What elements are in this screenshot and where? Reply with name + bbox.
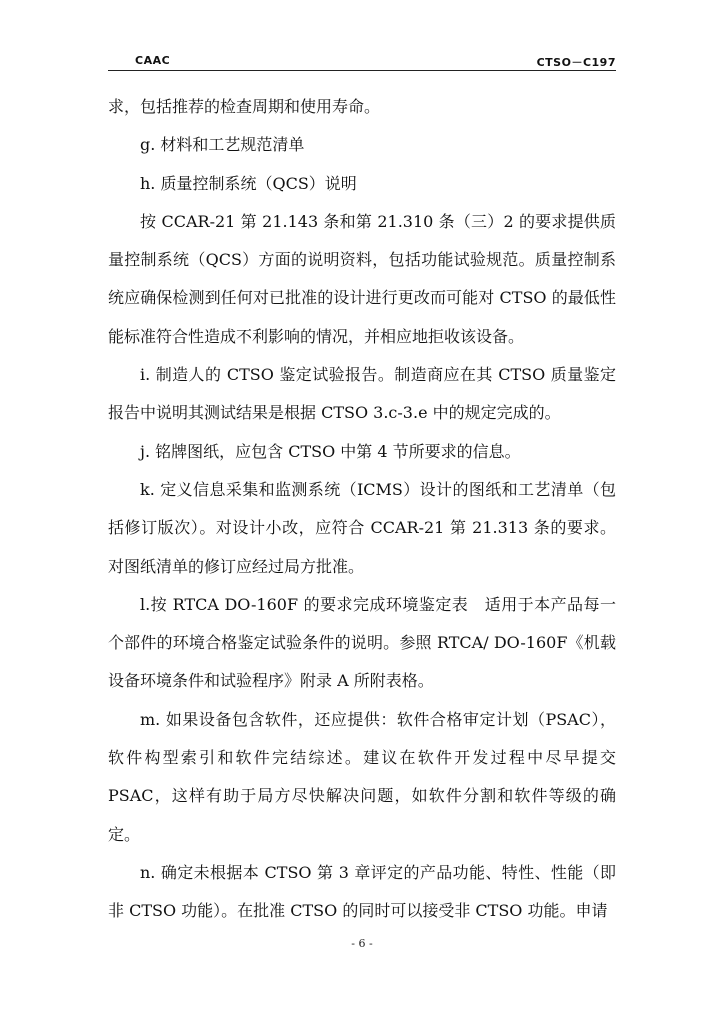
paragraph-i: i. 制造人的 CTSO 鉴定试验报告。制造商应在其 CTSO 质量鉴定报告中说明其测试结果是根据 CTSO 3.c-3.e 中的规定完成的。 bbox=[108, 365, 616, 423]
header-org: CAAC bbox=[135, 54, 171, 67]
page-number: - 6 - bbox=[351, 937, 373, 950]
paragraph-g: g. 材料和工艺规范清单 bbox=[140, 135, 305, 155]
paragraph-j: j. 铭牌图纸，应包含 CTSO 中第 4 节所要求的信息。 bbox=[140, 441, 521, 461]
header-rule bbox=[108, 70, 616, 71]
paragraph-m: m. 如果设备包含软件，还应提供：软件合格审定计划（PSAC），软件构型索引和软件完结综述。建议在软件开发过程中尽早提交 PSAC，这样有助于局方尽快解决问题，如软件分割和软件等级的确定。 bbox=[108, 709, 616, 844]
header-doc-id: CTSO－C197 bbox=[536, 56, 616, 69]
paragraph-k: k. 定义信息采集和监测系统（ICMS）设计的图纸和工艺清单（包括修订版次）。对设计小改，应符合 CCAR-21 第 21.313 条的要求。对图纸清单的修订应经过局方批准。 bbox=[108, 479, 616, 576]
paragraph-h-body: 按 CCAR-21 第 21.143 条和第 21.310 条（三）2 的要求提供质量控制系统（QCS）方面的说明资料，包括功能试验规范。质量控制系统应确保检测到任何对已批准的设计进行更改而可能对 CTSO 的最低性能标准符合性造成不利影响的情况，并相应地拒收该设备。 bbox=[108, 211, 616, 346]
paragraph-h: h. 质量控制系统（QCS）说明 bbox=[140, 173, 357, 193]
paragraph-n: n. 确定未根据本 CTSO 第 3 章评定的产品功能、特性、性能（即非 CTSO 功能）。在批准 CTSO 的同时可以接受非 CTSO 功能。申请 bbox=[108, 862, 616, 921]
paragraph-cont: 求，包括推荐的检查周期和使用寿命。 bbox=[108, 97, 381, 116]
paragraph-l: l.按 RTCA DO-160F 的要求完成环境鉴定表 适用于本产品每一个部件的环境合格鉴定试验条件的说明。参照 RTCA/ DO-160F《机载设备环境条件和试验程序》附录 A 所附表格。 bbox=[108, 594, 616, 691]
body-text bbox=[108, 88, 616, 931]
